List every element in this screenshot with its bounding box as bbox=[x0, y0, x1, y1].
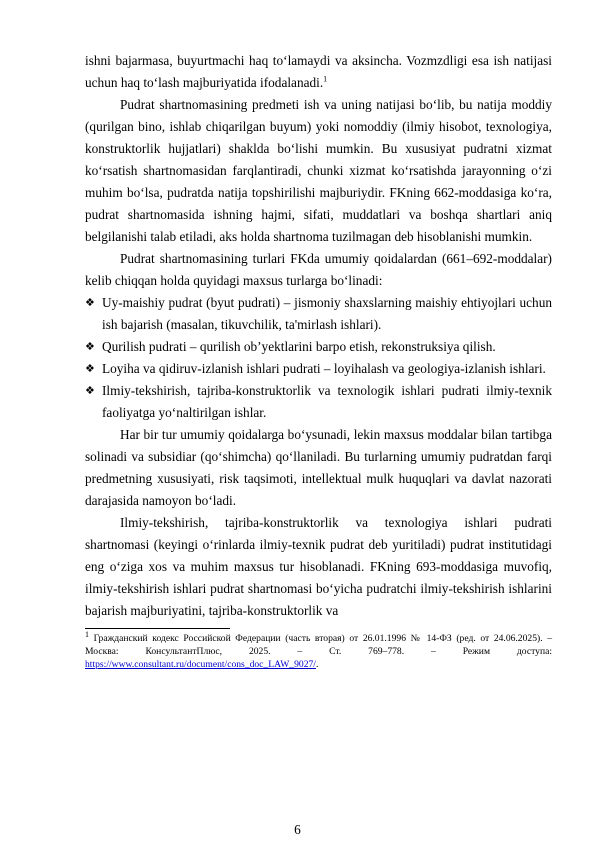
list-item bbox=[85, 380, 552, 424]
list-item bbox=[85, 292, 552, 336]
diamond-bullet-icon: ❖ bbox=[85, 384, 95, 397]
footnote-text: Гражданский кодекс Российской Федерации (часть вторая) от 26.01.1996 № 14-ФЗ (ред. от 24.06.2025). – Москва: КонсультантПлюс, 2025. – Ст. 769–778. – Режим доступа: bbox=[85, 633, 552, 657]
page-number: 6 bbox=[294, 822, 301, 837]
footnote bbox=[85, 629, 552, 671]
footnote-ref[interactable]: 1 bbox=[323, 74, 328, 84]
list-item-text: Loyiha va qidiruv-izlanish ishlari pudrati – loyihalash va geologiya-izlanish ishlari. bbox=[102, 361, 546, 376]
paragraph bbox=[85, 50, 552, 94]
diamond-bullet-icon: ❖ bbox=[85, 362, 95, 375]
list-item bbox=[85, 336, 552, 358]
footnote-link[interactable]: https://www.consultant.ru/document/cons_doc_LAW_9027/ bbox=[85, 659, 316, 670]
list-item-text: Qurilish pudrati – qurilish ob’yektlarini barpo etish, rekonstruksiya qilish. bbox=[102, 339, 496, 354]
paragraph-text: ishni bajarmasa, buyurtmachi haq to‘lamaydi va aksincha. Vozmzdligi esa ish natijasi uchun haq to‘lash majburiyatida ifodalanadi. bbox=[85, 53, 552, 90]
list-item bbox=[85, 358, 552, 380]
list-item-text: Uy-maishiy pudrat (byut pudrati) – jismoniy shaxslarning maishiy ehtiyojlari uchun ish bajarish (masalan, tikuvchilik, ta'mirlash ishlari). bbox=[102, 295, 552, 332]
paragraph: Har bir tur umumiy qoidalarga bo‘ysunadi, lekin maxsus moddalar bilan tartibga solinadi va subsidiar (qo‘shimcha) qo‘llaniladi. Bu turlarning umumiy pudratdan farqi predmetning xususiyati, risk taqsimoti, intellektual mulk huquqlari va davlat nazorati darajasida namoyon bo‘ladi. bbox=[85, 427, 552, 508]
document-body bbox=[85, 50, 552, 671]
diamond-bullet-icon: ❖ bbox=[85, 340, 95, 353]
footnote-tail: . bbox=[315, 659, 319, 670]
paragraph: Pudrat shartnomasining turlari FKda umumiy qoidalardan (661–692-moddalar) kelib chiqqan holda quyidagi maxsus turlarga bo‘linadi: bbox=[85, 251, 552, 288]
diamond-bullet-icon: ❖ bbox=[85, 296, 95, 309]
footnote-number: 1 bbox=[85, 629, 89, 639]
paragraph: Pudrat shartnomasining predmeti ish va uning natijasi bo‘lib, bu natija moddiy (qurilgan bino, ishlab chiqarilgan buyum) yoki nomoddiy (ilmiy hisobot, texnologiya, konstruktorlik hujjatlari) shaklda bo‘lishi mumkin. Bu xususiyat pudratni xizmat ko‘rsatish shartnomasidan farqlantiradi, chunki xizmat ko‘rsatishda jarayonning o‘zi muhim bo‘lsa, pudratda natija topshirilishi majburiydir. FKning 662-moddasiga ko‘ra, pudrat shartnomasida ishning hajmi, sifati, muddatlari va boshqa shartlari aniq belgilanishi talab etiladi, aks holda shartnoma tuzilmagan deb hisoblanishi mumkin. bbox=[85, 97, 552, 244]
paragraph: Ilmiy-tekshirish, tajriba-konstruktorlik va texnologiya ishlari pudrati shartnomasi (keyingi o‘rinlarda ilmiy-texnik pudrat deb yuritiladi) pudrat institutidagi eng o‘ziga xos va muhim maxsus tur hisoblanadi. FKning 693-moddasiga muvofiq, ilmiy-tekshirish ishlari pudrat shartnomasi bo‘yicha pudratchi ilmiy-tekshirish ishlarini bajarish majburiyatini, tajriba-konstruktorlik va bbox=[85, 515, 552, 618]
footnote-divider bbox=[85, 628, 230, 629]
list-item-text: Ilmiy-tekshirish, tajriba-konstruktorlik va texnologik ishlari pudrati ilmiy-texnik faoliyatga yo‘naltirilgan ishlar. bbox=[102, 383, 552, 420]
bullet-list bbox=[85, 292, 552, 424]
